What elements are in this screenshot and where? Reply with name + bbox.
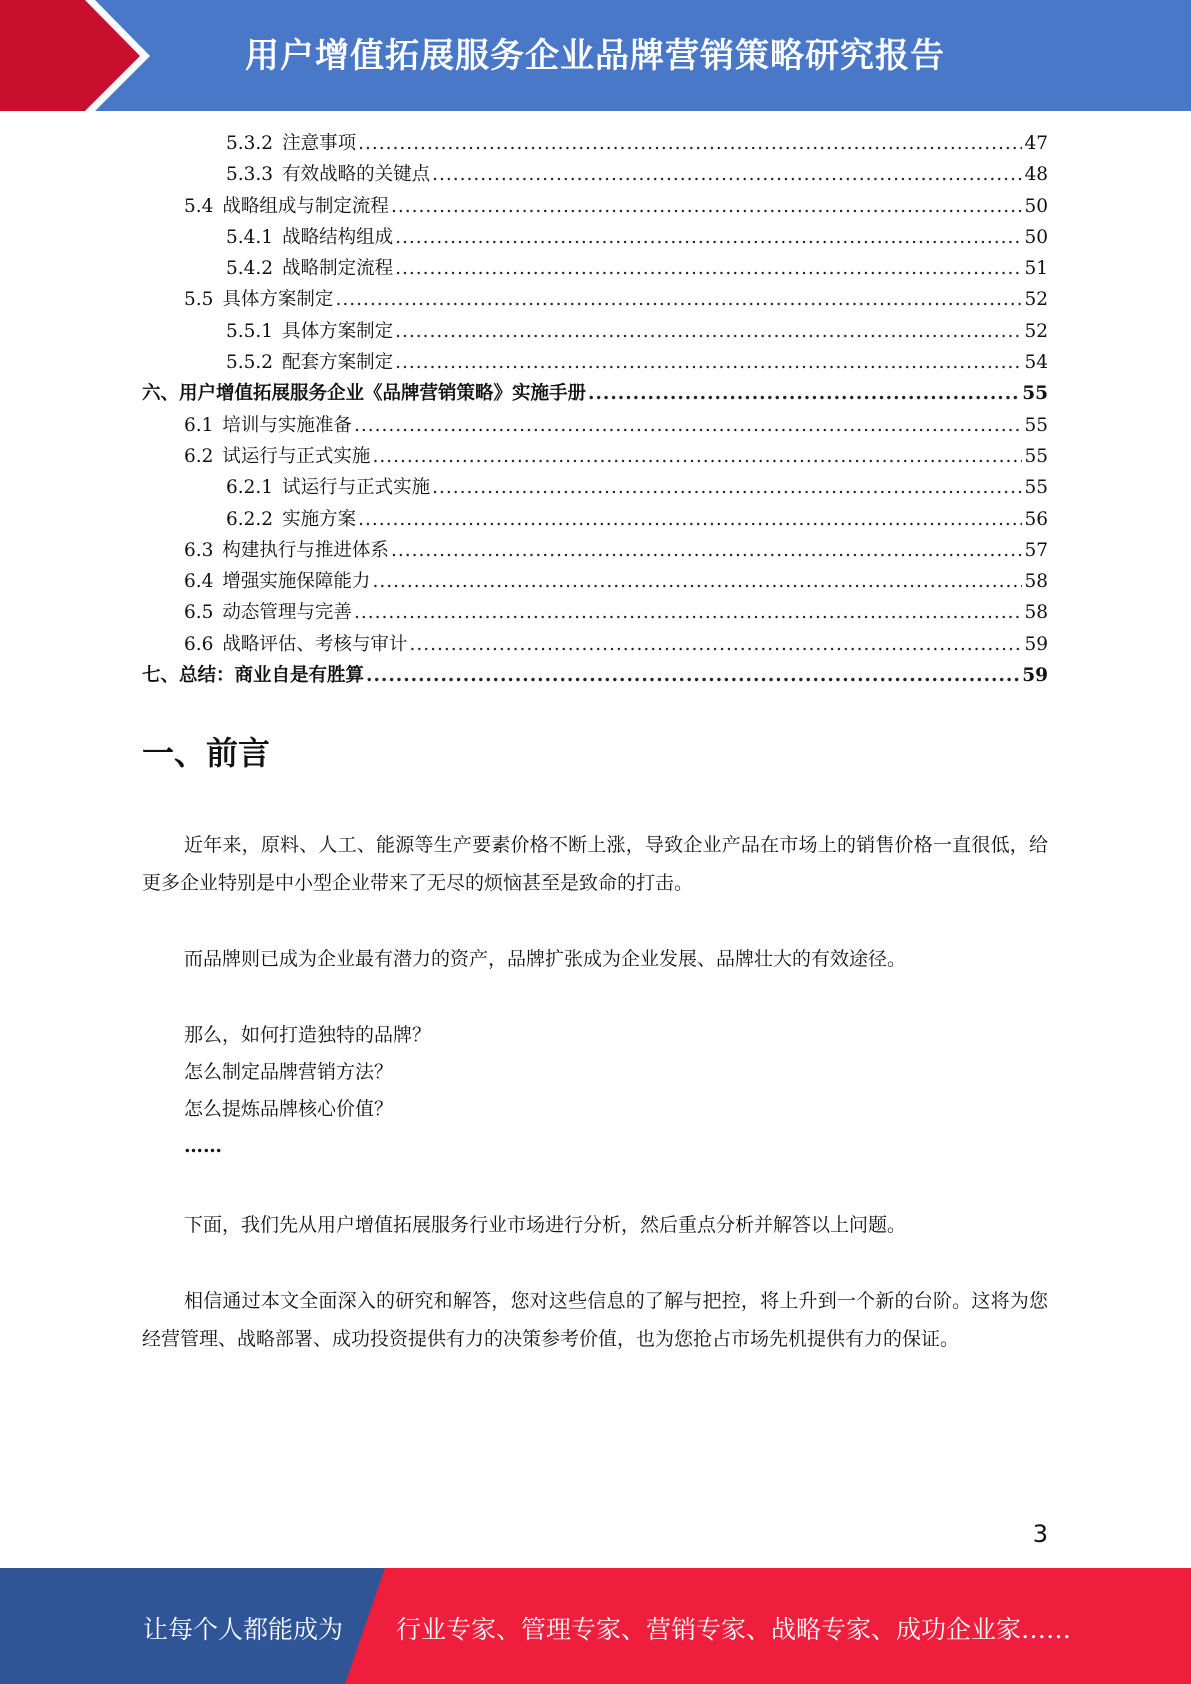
- toc-dot-leader: [354, 410, 1023, 441]
- toc-entry-title: 动态管理与完善: [222, 602, 352, 624]
- toc-entry-number: 6.2: [184, 445, 214, 467]
- toc-entry[interactable]: [142, 566, 1048, 597]
- toc-dot-leader: [432, 472, 1022, 503]
- toc-entry-page: 59: [1022, 665, 1048, 687]
- toc-entry-page: 55: [1024, 414, 1048, 436]
- toc-entry-title: 试运行与正式实施: [282, 477, 431, 499]
- toc-entry-title: 实施方案: [282, 508, 357, 530]
- page-number: 3: [1032, 1520, 1048, 1548]
- toc-entry-page: 55: [1024, 477, 1048, 499]
- toc-entry-page: 52: [1024, 289, 1048, 311]
- toc-dot-leader: [335, 284, 1022, 315]
- toc-entry[interactable]: [142, 472, 1048, 503]
- toc-entry-number: 5.5.2: [226, 352, 274, 374]
- toc-entry[interactable]: [142, 660, 1048, 691]
- toc-entry-number: 5.3.2: [226, 133, 274, 154]
- question-line: 怎么提炼品牌核心价值？: [184, 1098, 394, 1120]
- toc-entry[interactable]: [142, 504, 1048, 535]
- question-line: 怎么制定品牌营销方法？: [184, 1061, 394, 1083]
- toc-entry-title: 培训与实施准备: [222, 414, 352, 436]
- toc-entry-title: 战略评估、考核与审计: [222, 633, 408, 655]
- toc-entry-number: 6.2.1: [226, 477, 274, 499]
- page-footer: [0, 1568, 1191, 1684]
- toc-entry[interactable]: [142, 535, 1048, 566]
- toc-dot-leader: [588, 378, 1020, 409]
- toc-dot-leader: [391, 535, 1023, 566]
- toc-entry-title: 具体方案制定: [282, 320, 394, 342]
- toc-dot-leader: [395, 222, 1022, 253]
- toc-entry[interactable]: [142, 629, 1048, 660]
- toc-entry[interactable]: [142, 128, 1048, 159]
- toc-entry-number: 六、: [142, 383, 180, 405]
- toc-entry-page: 50: [1024, 195, 1048, 217]
- intro-paragraph-3: [142, 1206, 1048, 1244]
- toc-dot-leader: [354, 597, 1023, 628]
- toc-entry-title: 战略结构组成: [282, 226, 394, 248]
- toc-entry-number: 七、: [142, 665, 180, 687]
- footer-slogan-left: 让每个人都能成为: [143, 1615, 344, 1644]
- toc-entry-title: 总结：商业自是有胜算: [179, 665, 365, 687]
- footer-slogan-right: 行业专家、管理专家、营销专家、战略专家、成功企业家……: [396, 1615, 1072, 1644]
- question-line: 那么，如何打造独特的品牌？: [184, 1024, 432, 1046]
- toc-entry-page: 47: [1024, 133, 1048, 154]
- toc-entry-number: 6.3: [184, 539, 214, 561]
- toc-entry[interactable]: [142, 441, 1048, 472]
- toc-dot-leader: [358, 128, 1022, 159]
- toc-entry-page: 52: [1024, 320, 1048, 342]
- toc-entry-page: 58: [1024, 602, 1048, 624]
- toc-entry[interactable]: [142, 284, 1048, 315]
- page-header: [0, 0, 1191, 111]
- toc-entry-number: 6.1: [184, 414, 214, 436]
- toc-entry-number: 5.4: [184, 195, 214, 217]
- toc-dot-leader: [395, 316, 1022, 347]
- toc-entry-number: 6.5: [184, 602, 214, 624]
- toc-dot-leader: [372, 566, 1022, 597]
- intro-paragraph-1: [142, 826, 1048, 902]
- toc-entry-title: 战略组成与制定流程: [222, 195, 389, 217]
- toc-entry-title: 注意事项: [282, 133, 357, 154]
- toc-dot-leader: [432, 159, 1022, 190]
- paragraph: 近年来，原料、人工、能源等生产要素价格不断上涨，导致企业产品在市场上的销售价格一直很低，给更多企业特别是中小型企业带来了无尽的烦恼甚至是致命的打击。: [142, 834, 1048, 894]
- paragraph: 下面，我们先从用户增值拓展服务行业市场进行分析，然后重点分析并解答以上问题。: [184, 1214, 907, 1236]
- toc-entry-number: 6.6: [184, 633, 214, 655]
- toc-dot-leader: [395, 347, 1022, 378]
- toc-entry-page: 58: [1024, 571, 1048, 593]
- toc-entry[interactable]: [142, 191, 1048, 222]
- toc-entry[interactable]: [142, 378, 1048, 409]
- toc-entry[interactable]: [142, 159, 1048, 190]
- toc-entry-number: 5.4.1: [226, 226, 274, 248]
- header-title: 用户增值拓展服务企业品牌营销策略研究报告: [245, 36, 945, 76]
- toc-entry-number: 6.2.2: [226, 508, 274, 530]
- toc-entry[interactable]: [142, 597, 1048, 628]
- toc-dot-leader: [391, 191, 1023, 222]
- toc-entry[interactable]: [142, 347, 1048, 378]
- toc-dot-leader: [366, 660, 1020, 691]
- toc-entry[interactable]: [142, 222, 1048, 253]
- toc-dot-leader: [409, 629, 1022, 660]
- paragraph: 而品牌则已成为企业最有潜力的资产，品牌扩张成为企业发展、品牌壮大的有效途径。: [184, 948, 907, 970]
- toc-entry-number: 6.4: [184, 571, 214, 593]
- toc-entry-number: 5.4.2: [226, 258, 274, 280]
- toc-entry[interactable]: [142, 410, 1048, 441]
- intro-paragraph-4: [142, 1282, 1048, 1358]
- toc-entry-page: 59: [1024, 633, 1048, 655]
- toc-dot-leader: [372, 441, 1022, 472]
- intro-paragraph-2: [142, 940, 1048, 978]
- toc-entry-page: 54: [1024, 352, 1048, 374]
- toc-entry-title: 有效战略的关键点: [282, 164, 431, 186]
- toc-entry-page: 55: [1024, 445, 1048, 467]
- toc-entry-page: 48: [1024, 164, 1048, 186]
- toc-entry-page: 57: [1024, 539, 1048, 561]
- toc-entry-title: 试运行与正式实施: [222, 445, 371, 467]
- toc-entry-title: 用户增值拓展服务企业《品牌营销策略》实施手册: [179, 383, 587, 405]
- toc-entry-title: 配套方案制定: [282, 352, 394, 374]
- toc-entry-title: 具体方案制定: [222, 289, 334, 311]
- toc-entry-title: 战略制定流程: [282, 258, 394, 280]
- toc-dot-leader: [358, 504, 1022, 535]
- toc-entry-page: 50: [1024, 226, 1048, 248]
- question-list: [142, 1017, 1048, 1165]
- table-of-contents: [142, 128, 1048, 691]
- toc-entry-title: 增强实施保障能力: [222, 571, 371, 593]
- toc-dot-leader: [395, 253, 1022, 284]
- toc-entry-page: 51: [1024, 258, 1048, 280]
- toc-entry-title: 构建执行与推进体系: [222, 539, 389, 561]
- toc-entry-number: 5.5.1: [226, 320, 274, 342]
- toc-entry-number: 5.5: [184, 289, 214, 311]
- toc-entry-number: 5.3.3: [226, 164, 274, 186]
- toc-entry-page: 55: [1022, 383, 1048, 405]
- toc-entry-page: 56: [1024, 508, 1048, 530]
- section-title: 一、前言: [142, 734, 271, 772]
- paragraph: 相信通过本文全面深入的研究和解答，您对这些信息的了解与把控，将上升到一个新的台阶。这将为您经营管理、战略部署、成功投资提供有力的决策参考价值，也为您抢占市场先机提供有力的保证。: [142, 1290, 1048, 1350]
- toc-entry[interactable]: [142, 316, 1048, 347]
- toc-entry[interactable]: [142, 253, 1048, 284]
- ellipsis-line: ……: [184, 1135, 222, 1157]
